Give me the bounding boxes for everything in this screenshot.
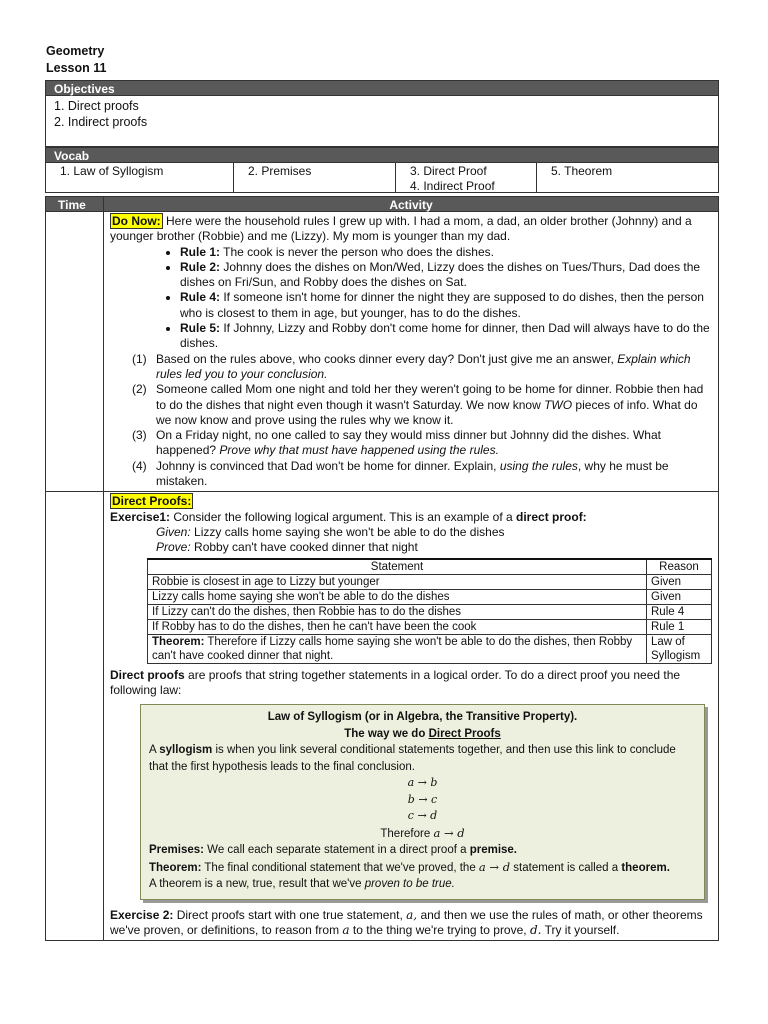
therefore-line: Therefore a → d	[380, 825, 465, 840]
time-header: Time	[46, 197, 104, 211]
rule-item: • Rule 1: The cook is never the person who does the dishes.	[180, 245, 712, 260]
reason-header: Reason	[647, 559, 712, 575]
chain-step: b → c	[407, 792, 438, 806]
question-item: (1) Based on the rules above, who cooks dinner every day? Don't just give me an answer, Explain which rules led you to your conclusion.	[132, 351, 691, 381]
theorem-definition: A theorem is a new, true, result that we've proven to be true.	[149, 878, 455, 891]
rules-list	[110, 245, 712, 352]
vocab-cell	[537, 163, 718, 192]
activity-table	[45, 196, 719, 941]
chain-step: c → d	[407, 809, 438, 823]
question-item: (4) Johnny is convinced that Dad won't be home for dinner. Explain, using the rules, why he must be mistaken.	[132, 458, 669, 489]
vocab-term: 3. Direct Proof	[410, 164, 487, 178]
objective-item: 2. Indirect proofs	[54, 115, 148, 129]
vocab-section	[45, 147, 719, 193]
activity-header-label: Activity	[389, 198, 433, 212]
question-item: (2) Someone called Mom one night and told her they weren't going to be home for dinner. Robbie then had to do the dishes that night even though it wasn't Saturday. We now know TWO pieces of info. What do we now know and prove using the rules why we know it.	[132, 382, 704, 427]
table-row: Lizzy calls home saying she won't be able to do the dishes Given	[148, 589, 712, 604]
vocab-cell	[234, 163, 396, 192]
vocab-term: 2. Premises	[248, 164, 312, 178]
law-subtitle: The way we do Direct Proofs	[344, 727, 501, 740]
statement-header: Statement	[148, 559, 647, 575]
table-row: Robbie is closest in age to Lizzy but younger Given	[148, 574, 712, 589]
vocab-term: 5. Theorem	[551, 164, 613, 178]
do-now-label: Do Now:	[112, 214, 161, 228]
syllogism-definition: A syllogism is when you link several conditional statements together, and then use this link to conclude that the first hypothesis leads to the final conclusion.	[149, 744, 676, 773]
vocab-bar	[45, 147, 719, 163]
do-now-row	[45, 212, 719, 492]
proof-table-header	[148, 559, 712, 575]
chain-step: a → b	[407, 776, 438, 790]
table-row: If Lizzy can't do the dishes, then Robbie has to do the dishes Rule 4	[148, 604, 712, 619]
premises-line: Premises: We call each separate statement in a direct proof a premise.	[149, 844, 518, 857]
direct-proofs-label: Direct Proofs:	[112, 494, 192, 509]
time-cell	[46, 212, 104, 491]
proof-table	[147, 558, 712, 664]
vocab-term: 1. Law of Syllogism	[60, 164, 164, 178]
rule-item: • Rule 5: If Johnny, Lizzy and Robby don't come home for dinner, then Dad will always have to do the dishes.	[180, 321, 712, 352]
lesson-title: Lesson 11	[46, 61, 107, 75]
vocab-term: 4. Indirect Proof	[410, 179, 495, 193]
law-title: Law of Syllogism (or in Algebra, the Transitive Property).	[267, 711, 578, 724]
objective-item: 1. Direct proofs	[54, 99, 139, 113]
vocab-row	[45, 163, 719, 193]
subject-title: Geometry	[46, 44, 105, 58]
objectives-section	[45, 80, 719, 147]
vocab-cell	[396, 163, 537, 192]
direct-proofs-row	[45, 492, 719, 941]
prove-line: Prove: Robby can't have cooked dinner that night	[156, 540, 418, 555]
do-now-intro	[110, 214, 712, 245]
do-now-cell	[104, 212, 718, 491]
direct-proofs-paragraph: Direct proofs are proofs that string together statements in a logical order. To do a direct proof you need the following law:	[110, 667, 681, 697]
vocab-cell	[46, 163, 234, 192]
table-row: If Robby has to do the dishes, then he can't have been the cook Rule 1	[148, 619, 712, 634]
question-item: (3) On a Friday night, no one called to say they would miss dinner but Johnny did the dishes. What happened? Prove why that must have happened using the rules.	[132, 428, 661, 458]
questions-list	[110, 352, 712, 490]
rule-item: • Rule 2: Johnny does the dishes on Mon/Wed, Lizzy does the dishes on Tues/Thurs, Dad does the dishes on Fri/Sun, and Robby does the dishes on Sat.	[180, 260, 712, 291]
table-row: Theorem: Therefore if Lizzy calls home saying she won't be able to do the dishes, then Robby can't have cooked dinner that night. Law of Syllogism	[148, 634, 712, 663]
do-now-text: Here were the household rules I grew up with. I had a mom, a dad, an older brother (Johnny) and a younger brother (Robbie) and me (Lizzy). My mom is younger than my dad.	[110, 214, 692, 244]
direct-proofs-cell	[104, 492, 718, 940]
vocab-title: Vocab	[54, 149, 90, 163]
rule-item: • Rule 4: If someone isn't home for dinner the night they are supposed to do dishes, then the person who is closest to them in age, but younger, has to do the dishes.	[180, 290, 712, 321]
exercise1-line: Exercise1: Consider the following logical argument. This is an example of a direct proof:	[110, 509, 587, 524]
document-header	[46, 43, 106, 77]
given-line: Given: Lizzy calls home saying she won't be able to do the dishes	[156, 524, 505, 539]
theorem-line: Theorem: The final conditional statement that we've proved, the a → d statement is called a theorem.	[149, 859, 670, 874]
objectives-list	[45, 96, 719, 147]
time-cell	[46, 492, 104, 940]
exercise2-paragraph: Exercise 2: Direct proofs start with one true statement, a, and then we use the rules of math, or other theorems we've proven, or definitions, to reason from a to the thing we're trying to prove, d. Try it yourself.	[110, 907, 703, 937]
law-of-syllogism-box	[140, 704, 705, 900]
objectives-bar	[45, 80, 719, 96]
activity-header	[45, 196, 719, 212]
objectives-title: Objectives	[54, 82, 115, 96]
